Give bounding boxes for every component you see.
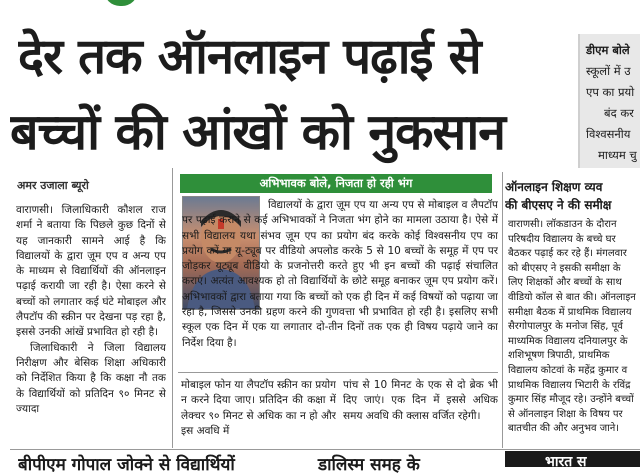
paragraph: वाराणसी। जिलाधिकारी कौशल राज शर्मा ने बताया कि पिछले कुछ दिनों से यह जानकारी सामने आई है कि विद्यालयों के द्वारा ज़ूम एप व अन्य एप के माध्यम से विद्यार्थियों की ऑनलाइन पढ़ाई करायी जा रही है। ऐसा करने से बच्चों को लगातार कई घंटे मोबाइल और लैपटॉप की स्क्रीन पर देखना पड़ रहा है, इससे उनकी आंखें प्रभावित हो रही है। — [16, 204, 166, 339]
teaser-line: माध्यम चु — [598, 148, 637, 162]
bottom-rule — [10, 449, 640, 450]
article-column-3: पांच से 10 मिनट के एक से दो ब्रेक भी दिए जाएं। एक दिन में इससे अधिक समय अवधि की क्लास वर्जित रहेगी। — [343, 379, 498, 422]
teaser-line: एप का प्रयो — [586, 85, 635, 99]
logo-fragment — [104, 0, 138, 6]
sidebar-headline-2: की बीएसए ने की समीक्ष — [505, 198, 612, 212]
sidebar-headline-1: ऑनलाइन शिक्षण व्यव — [505, 180, 603, 194]
article-column-1 — [16, 203, 166, 448]
box-text: विद्यालयों के द्वारा ज़ूम एप या अन्य एप से मोबाइल व लैपटॉप पर पढ़ाई कराने से कई अभिभावकों ने निजता भंग होने का मामला उठाया है। ऐसे में सभी विद्यालय यथा संभव ज़ूम एप का प्रयोग बंद करके कोई विश्वसनीय एप का प्रयोग करें या यू-ट्यूब पर वीडियो अपलोड करके 5 से 10 बच्चों के समूह में एप पर जोड़कर यूट्यूब वीडियो के प्रजनोत्तरी करते हुए भी इन बच्चों की पढ़ाई संचालित कराएं। अत्यंत आवश्यक हो तो विद्यार्थियों के छोटे समूह बनाकर ज़ूम एप प्रयोग करें। अभिभावकों द्वारा बताया गया कि बच्चों को एक ही दिन में कई विषयों को पढ़ाया जा रहा है, जिससे उनकी ग्रहण करने की गुणवत्ता भी प्रभावित हो रही है। इसलिए सभी स्कूल एक दिन में एक या लगातार दो-तीन दिनों तक एक ही विषय पढ़ाये जाने का निर्देश दिया है। — [182, 199, 498, 349]
bottom-headline-right-bar — [505, 451, 640, 470]
sidebar-story-text: वाराणसी। लॉकडाउन के दौरान परिषदीय विद्यालय के बच्चे घर बैठकर पढ़ाई कर रहे हैं। मंगलवार को बीएसए ने इसकी समीक्षा के लिए शिक्षकों और बच्चों के साथ वीडियो कॉल से बात की। ऑनलाइन समीक्षा बैठक में प्राथमिक विद्यालय सैरगोपालपुर के मनोज सिंह, पूर्व माध्यमिक विद्यालय दनियालपुर के शशिभूषण त्रिपाठी, प्राथमिक विद्यालय कोटवां के महेंद्र कुमार व प्राथमिक विद्यालय भिटारी के रविंद्र कुमार सिंह मौजूद रहे। उन्होंने बच्चों से ऑनलाइन शिक्षा के विषय पर बातचीत की और अनुभव जाने। — [508, 219, 636, 435]
bottom-headline-right: भारत स — [545, 454, 587, 470]
teaser-line: स्कूलों में उ — [586, 64, 631, 78]
box-title: अभिभावक बोले, निजता हो रही भंग — [180, 174, 492, 193]
teaser-line: डीएम बोले — [586, 43, 630, 57]
teaser-line: बंद कर — [604, 106, 634, 120]
box-bottom-rule — [178, 372, 498, 373]
bottom-headline-mid: डालिस्म समह के — [318, 455, 420, 475]
sidebar-divider — [502, 172, 503, 448]
paragraph: जिलाधिकारी ने जिला विद्यालय निरीक्षण और बेसिक शिक्षा अधिकारी को निर्देशित किया है कि कक्षा नौ तक के विद्यार्थियों को प्रतिदिन ९० मिनट से ज्यादा — [16, 341, 166, 415]
bottom-headline-left: बीपीएम गोपाल जोक्ने से विद्यार्थियों — [18, 455, 235, 475]
column-divider — [172, 168, 173, 448]
article-column-2: मोबाइल फोन या लैपटॉप स्क्रीन का प्रयोग न करने दिया जाए। प्रतिदिन की कक्षा में लेक्चर ९० मिनट से अधिक का न हो और इस अवधि में — [181, 379, 336, 437]
headline-line-2: बच्चों की आंखों को नुकसान — [10, 103, 506, 161]
headline-line-1: देर तक ऑनलाइन पढ़ाई से — [18, 28, 481, 85]
teaser-line: विश्वसनीय — [586, 127, 631, 141]
byline: अमर उजाला ब्यूरो — [17, 179, 89, 192]
sidebar-teaser — [578, 34, 640, 168]
